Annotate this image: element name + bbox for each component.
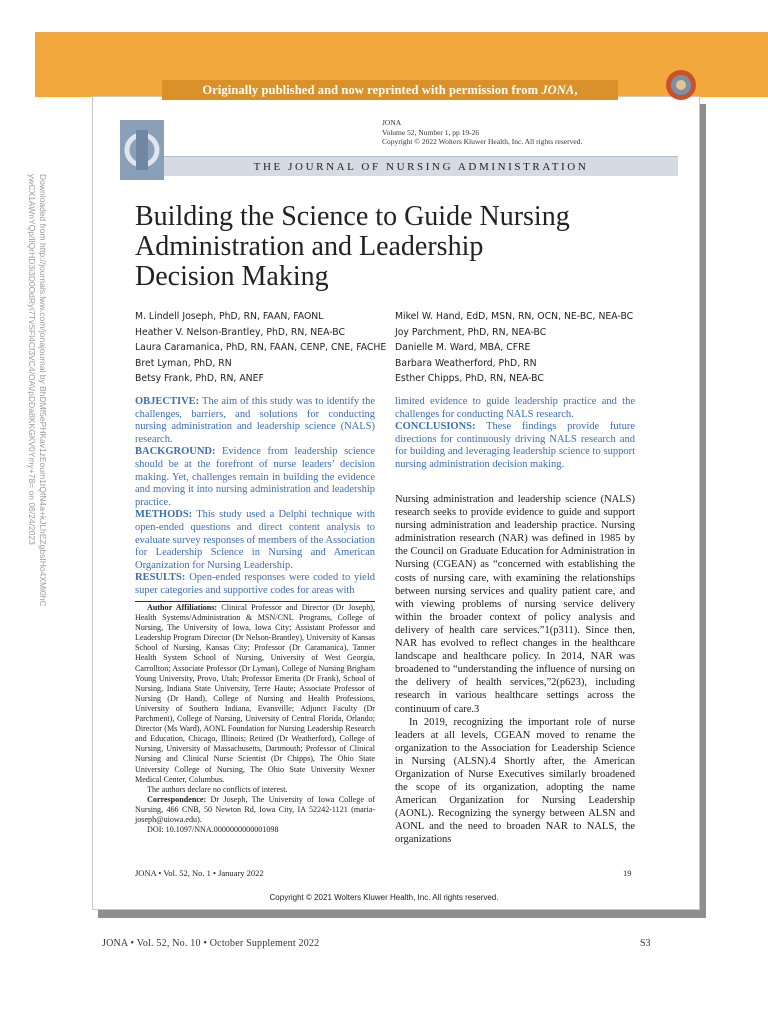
supplement-logo-icon xyxy=(664,68,698,102)
outer-page-number: S3 xyxy=(640,938,651,949)
inner-page-footer: JONA • Vol. 52, No. 1 • January 2022 xyxy=(135,868,264,878)
journal-logo-icon xyxy=(120,120,164,180)
doi: DOI: 10.1097/NNA.0000000000001098 xyxy=(147,825,279,835)
author: Joy Parchment, PhD, RN, NEA-BC xyxy=(395,326,547,338)
abstract-right-column: limited evidence to guide leadership practice and the challenges for conducting NALS research. CONCLUSIONS: These findings provide future directions for continuously driving NALS research and for building and leveraging leadership science to support nursing administration decision making. xyxy=(395,396,635,470)
body-paragraph: Nursing administration and leadership science (NALS) research seeks to provide evidence to guide and support nursing administration and leadership practice. Nursing administration research (NAR) was defined in 1985 by the Council on Graduate Education for Administration in Nursing (CGEAN) as “concerned with establishing the costs of nursing care, with examining the relationships between nursing services and quality patient care, and with viewing problems of nursing service delivery within the broader context of policy analysis and delivery of health care services.”1(p311). Since then, NAR has evolved to reflect changes in the healthcare landscape and healthcare policy. In 2014, NAR was broadened to “understanding the influence of nursing on the delivery of health services,”2(p623), including research in various healthcare settings across the continuum of care.3 xyxy=(395,494,635,715)
journal-name-bar: THE JOURNAL OF NURSING ADMINISTRATION xyxy=(164,156,678,176)
author-affiliations: Author Affiliations: Clinical Professor and Director (Dr Joseph), Health Systems/Administration & MSN/CNL Programs, College of Nursing, The University of Iowa, Iowa City; Assistant Professor and Leadership Program Director (Dr Nelson-Brantley), University of Kansas School of Nursing, Kansas City; Professor (Dr Caramanica), Tanner Health System School of Nursing, University of West Georgia, Carrollton; Associate Professor (Dr Lyman), College of Nursing Brigham Young University, Provo, Utah; Professor Emerita (Dr Frank), School of Nursing, Indiana State University, Terre Haute; Associate Professor of Nursing (Dr Hand), College of Nursing and Health Professions, University of Southern Indiana, Evansville; Adjunct Faculty (Dr Parchment), College of Nursing, University of Central Florida, Orlando; Director (Ms Ward), AONL Foundation for Nursing Leadership Research and Education, Chicago, Illinois; Retired (Dr Weatherford), College of Nursing, University of Massachusetts, Dartmouth; Professor of Clinical Nursing and Clinical Nurse Scientist (Dr Chipps), The Ohio State University College of Nursing, The Ohio State University Wexner Medical Center, Columbus. The authors declare no conflicts of interest. Correspondence: Dr Joseph, The University of Iowa College of Nursing, 466 CNB, 50 Newton Rd, Iowa City, IA 52242-1121 (maria-joseph@uiowa.edu). DOI: 10.1097/NNA.0000000000001098 xyxy=(135,603,376,835)
author: Esther Chipps, PhD, RN, NEA-BC xyxy=(395,373,544,384)
author: Heather V. Nelson-Brantley, PhD, RN, NEA-BC xyxy=(135,326,345,338)
affiliation-divider xyxy=(135,601,375,602)
outer-page-footer: JONA • Vol. 52, No. 10 • October Supplement 2022 xyxy=(102,938,320,949)
reprint-banner: Originally published and now reprinted with permission from JONA, 2022;52(1):19-26. xyxy=(162,80,618,100)
author: Danielle M. Ward, MBA, CFRE xyxy=(395,342,531,353)
author: Mikel W. Hand, EdD, MSN, RN, OCN, NE-BC, NEA-BC xyxy=(395,311,634,322)
author: M. Lindell Joseph, PhD, RN, FAAN, FAONL xyxy=(135,311,324,322)
article-title: Building the Science to Guide Nursing Administration and Leadership Decision Making xyxy=(135,201,570,292)
inner-page-number: 19 xyxy=(623,868,632,878)
body-paragraph: In 2019, recognizing the important role of nurse leaders at all levels, CGEAN moved to rename the organization to the Association for Leadership Science in Nursing (ALSN).4 Shortly after, the American Organization of Nurse Executives similarly broadened the scope of its organization, adopting the name American Organization for Nursing Leadership (AONL). Recognizing the synergy between ALSN and AONL and the need to broaden NAR to NALS, the organizations xyxy=(395,716,635,846)
author: Betsy Frank, PhD, RN, ANEF xyxy=(135,373,264,384)
author-list-right xyxy=(395,309,633,387)
author-list-left xyxy=(135,309,386,387)
author: Bret Lyman, PhD, RN xyxy=(135,357,232,369)
download-watermark: Downloaded from http://journals.lww.com/jonajournal by BhDMf5ePHKav1zEoum1tQfN4a+kJLhEZgbsIHo4XMi0hC ywCX1AWnYQp/IlQrHD3i3D0OdRyi7TvSFl4Cf3VC4/OAVpDDa8KKGKV0Ymy+78= on 08/24/2023 xyxy=(27,174,48,607)
issue-metadata: JONA Volume 52, Number 1, pp 19-26 Copyright © 2022 Wolters Kluwer Health, Inc. All rights reserved. xyxy=(382,118,583,146)
author: Barbara Weatherford, PhD, RN xyxy=(395,357,537,369)
author: Laura Caramanica, PhD, RN, FAAN, CENP, CNE, FACHE xyxy=(135,342,387,353)
abstract-left-column: OBJECTIVE: The aim of this study was to identify the challenges, barriers, and solutions for conducting nursing administration and leadership science (NALS) research. BACKGROUND: Evidence from leadership science should be at the forefront of nurse leaders’ decision making. Yet, challenges remain in building the evidence and moving it into nursing administration and leadership practice. METHODS: This study used a Delphi technique with open-ended questions and direct content analysis to evaluate survey responses of members of the Association for Leadership Science in Nursing and American Organization for Nursing Leadership. RESULTS: Open-ended responses were coded to yield super categories and supportive codes for areas with xyxy=(135,396,375,596)
article-body xyxy=(395,493,635,847)
copyright-notice: Copyright © 2021 Wolters Kluwer Health, Inc. All rights reserved. xyxy=(269,893,499,902)
